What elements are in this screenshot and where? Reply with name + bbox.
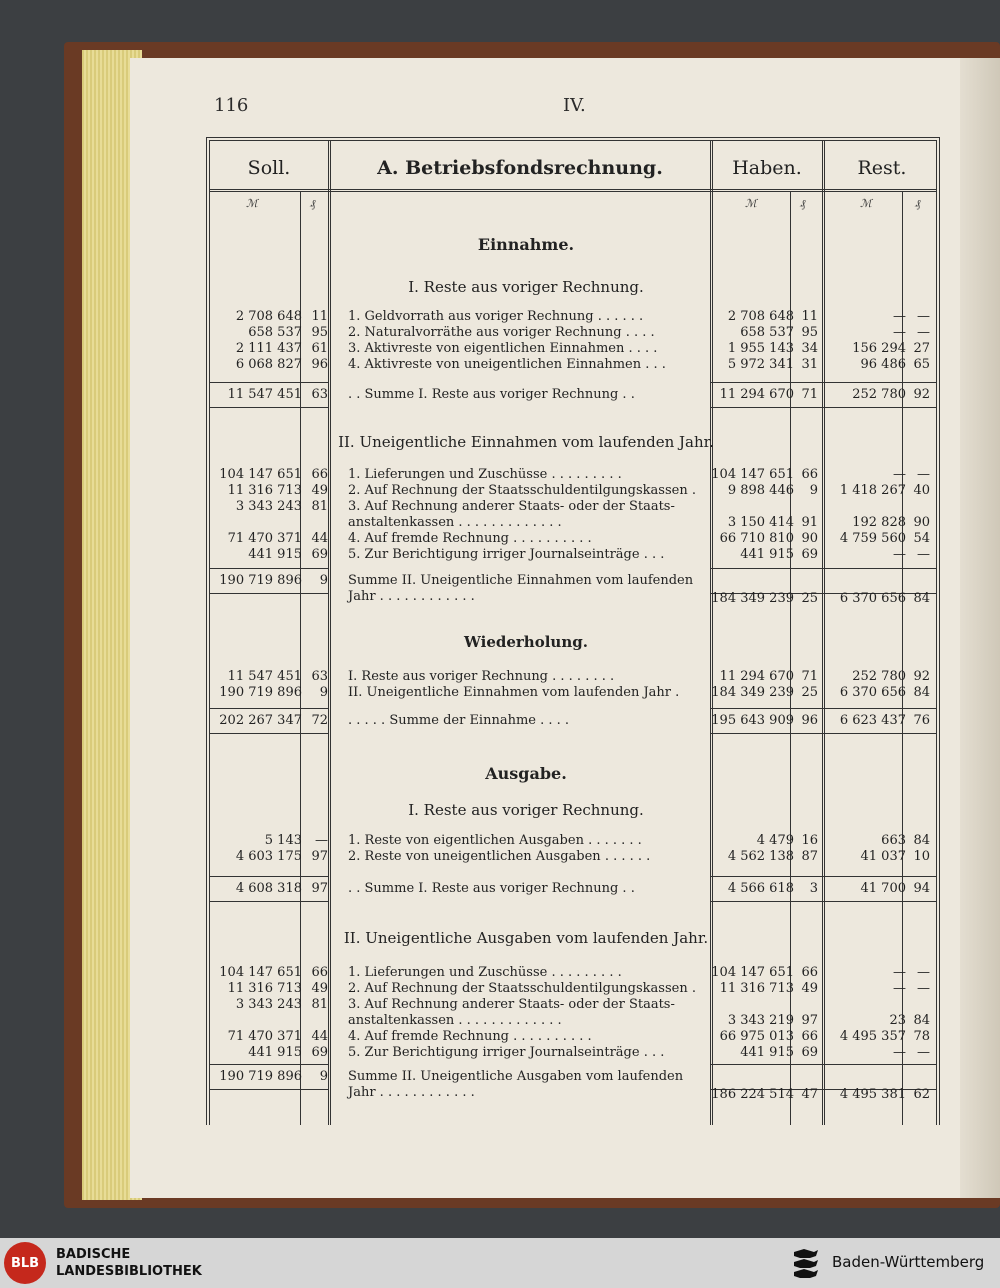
rest-mark-cell: 4 759 560 bbox=[839, 531, 906, 546]
sum-description: . . Summe I. Reste aus voriger Rechnung . . bbox=[348, 881, 635, 896]
sum-description: . . . . . Summe der Einnahme . . . . bbox=[348, 713, 570, 728]
sum-rule bbox=[822, 876, 936, 877]
lions-crest-icon bbox=[790, 1246, 822, 1280]
col-head-haben: Haben. bbox=[732, 157, 802, 179]
haben-mark-cell: 184 349 239 bbox=[711, 685, 794, 700]
sum-rule bbox=[822, 407, 936, 408]
soll-pf-cell: 81 bbox=[311, 499, 328, 514]
sum-rule bbox=[710, 733, 822, 734]
sum-soll-mark: 202 267 347 bbox=[219, 713, 302, 728]
sum-rest-mark: 6 623 437 bbox=[839, 713, 906, 728]
haben-pf-cell: 69 bbox=[801, 547, 818, 562]
soll-mark-cell: 190 719 896 bbox=[219, 685, 302, 700]
soll-pf-cell: 96 bbox=[311, 357, 328, 372]
soll-mark-cell: 441 915 bbox=[248, 1045, 302, 1060]
accounts-table bbox=[206, 137, 940, 1125]
col-head-title: A. Betriebsfondsrechnung. bbox=[377, 157, 663, 179]
soll-pf-cell: 9 bbox=[319, 685, 328, 700]
sum-rule bbox=[210, 593, 328, 594]
soll-pf-cell: 69 bbox=[311, 1045, 328, 1060]
row-description: 1. Geldvorrath aus voriger Rechnung . . . . . . bbox=[348, 309, 644, 324]
sum-rule bbox=[210, 1064, 328, 1065]
haben-mark-cell: 2 708 648 bbox=[727, 309, 794, 324]
row-description: 3. Auf Rechnung anderer Staats- oder der Staats- bbox=[348, 499, 675, 514]
haben-mark-cell: 11 294 670 bbox=[719, 669, 794, 684]
rest-pf-cell: — bbox=[917, 309, 930, 324]
rest-mark-cell: 23 bbox=[889, 1013, 906, 1028]
rest-pf-cell: 84 bbox=[913, 1013, 930, 1028]
haben-mark-cell: 441 915 bbox=[740, 547, 794, 562]
haben-pf-cell: 71 bbox=[801, 669, 818, 684]
haben-pf-cell: 11 bbox=[801, 309, 818, 324]
rest-pf-cell: 84 bbox=[913, 685, 930, 700]
sum-rule bbox=[210, 1089, 328, 1090]
soll-mark-cell: 441 915 bbox=[248, 547, 302, 562]
row-description: 4. Auf fremde Rechnung . . . . . . . . . . bbox=[348, 1029, 592, 1044]
rest-mark-cell: 1 418 267 bbox=[839, 483, 906, 498]
blb-logo[interactable]: BLB bbox=[4, 1242, 46, 1284]
soll-pf-cell: 49 bbox=[311, 981, 328, 996]
soll-mark-cell: 11 316 713 bbox=[227, 981, 302, 996]
rest-mark-cell: 192 828 bbox=[852, 515, 906, 530]
sum-soll-mark: 190 719 896 bbox=[219, 573, 302, 588]
heading-einnahme-sec2: II. Uneigentliche Einnahmen vom laufenden Jahr. bbox=[338, 433, 714, 451]
rest-mark-cell: — bbox=[893, 981, 906, 996]
sum-description-cont: Jahr . . . . . . . . . . . . bbox=[348, 589, 475, 604]
col-head-soll: Soll. bbox=[247, 157, 291, 179]
rest-pf-cell: — bbox=[917, 1045, 930, 1060]
unit-rest-pf: ₰ bbox=[915, 197, 921, 210]
library-name-line2: LANDESBIBLIOTHEK bbox=[56, 1264, 202, 1279]
soll-pf-cell: 97 bbox=[311, 849, 328, 864]
sum-rest-pf: 62 bbox=[913, 1087, 930, 1102]
sum-rest-mark: 4 495 381 bbox=[839, 1087, 906, 1102]
heading-wiederholung: Wiederholung. bbox=[464, 633, 588, 651]
soll-pf-cell: 66 bbox=[311, 965, 328, 980]
rest-pf-cell: 65 bbox=[913, 357, 930, 372]
row-description: 1. Reste von eigentlichen Ausgaben . . . . . . . bbox=[348, 833, 642, 848]
haben-pf-cell: 91 bbox=[801, 515, 818, 530]
soll-mark-cell: 3 343 243 bbox=[235, 499, 302, 514]
rule-soll-desc bbox=[328, 141, 331, 1125]
row-description: 3. Auf Rechnung anderer Staats- oder der Staats- bbox=[348, 997, 675, 1012]
soll-mark-cell: 104 147 651 bbox=[219, 467, 302, 482]
sum-haben-mark: 184 349 239 bbox=[711, 591, 794, 606]
sum-rule bbox=[710, 901, 822, 902]
haben-mark-cell: 4 562 138 bbox=[727, 849, 794, 864]
sum-haben-pf: 3 bbox=[809, 881, 818, 896]
haben-mark-cell: 66 975 013 bbox=[719, 1029, 794, 1044]
row-description: 4. Auf fremde Rechnung . . . . . . . . . . bbox=[348, 531, 592, 546]
haben-pf-cell: 31 bbox=[801, 357, 818, 372]
sum-rule bbox=[210, 568, 328, 569]
haben-pf-cell: 66 bbox=[801, 965, 818, 980]
sum-haben-pf: 47 bbox=[801, 1087, 818, 1102]
sum-description: . . Summe I. Reste aus voriger Rechnung . . bbox=[348, 387, 635, 402]
sum-soll-mark: 190 719 896 bbox=[219, 1069, 302, 1084]
soll-pf-cell: 44 bbox=[311, 1029, 328, 1044]
haben-pf-cell: 16 bbox=[801, 833, 818, 848]
haben-mark-cell: 9 898 446 bbox=[727, 483, 794, 498]
sum-soll-mark: 4 608 318 bbox=[235, 881, 302, 896]
soll-pf-cell: 49 bbox=[311, 483, 328, 498]
sum-soll-pf: 9 bbox=[319, 573, 328, 588]
heading-ausgabe-sec2: II. Uneigentliche Ausgaben vom laufenden Jahr. bbox=[343, 929, 709, 947]
haben-pf-cell: 69 bbox=[801, 1045, 818, 1060]
soll-mark-cell: 71 470 371 bbox=[227, 531, 302, 546]
haben-pf-cell: 25 bbox=[801, 685, 818, 700]
soll-pf-cell: 95 bbox=[311, 325, 328, 340]
rest-pf-cell: — bbox=[917, 467, 930, 482]
sum-haben-pf: 71 bbox=[801, 387, 818, 402]
rest-pf-cell: — bbox=[917, 981, 930, 996]
rest-mark-cell: 156 294 bbox=[852, 341, 906, 356]
soll-pf-cell: 44 bbox=[311, 531, 328, 546]
soll-pf-cell: — bbox=[315, 833, 328, 848]
rest-mark-cell: 6 370 656 bbox=[839, 685, 906, 700]
sum-rule bbox=[710, 568, 822, 569]
haben-pf-cell: 66 bbox=[801, 1029, 818, 1044]
sum-rest-pf: 94 bbox=[913, 881, 930, 896]
sum-soll-pf: 63 bbox=[311, 387, 328, 402]
row-description: 3. Aktivreste von eigentlichen Einnahmen . . . . bbox=[348, 341, 658, 356]
haben-pf-cell: 97 bbox=[801, 1013, 818, 1028]
section-number: IV. bbox=[563, 95, 586, 116]
haben-pf-cell: 9 bbox=[809, 483, 818, 498]
rest-mark-cell: 252 780 bbox=[852, 669, 906, 684]
rest-mark-cell: — bbox=[893, 467, 906, 482]
rest-pf-cell: 10 bbox=[913, 849, 930, 864]
rest-pf-cell: 54 bbox=[913, 531, 930, 546]
soll-mark-cell: 2 708 648 bbox=[235, 309, 302, 324]
sum-rule bbox=[210, 708, 328, 709]
row-description: 2. Naturalvorräthe aus voriger Rechnung . . . . bbox=[348, 325, 655, 340]
soll-pf-cell: 11 bbox=[311, 309, 328, 324]
rest-mark-cell: — bbox=[893, 309, 906, 324]
library-name-line1: BADISCHE bbox=[56, 1247, 131, 1262]
sum-haben-mark: 4 566 618 bbox=[727, 881, 794, 896]
soll-mark-cell: 3 343 243 bbox=[235, 997, 302, 1012]
haben-mark-cell: 11 316 713 bbox=[719, 981, 794, 996]
soll-mark-cell: 2 111 437 bbox=[235, 341, 302, 356]
soll-pf-cell: 61 bbox=[311, 341, 328, 356]
haben-mark-cell: 104 147 651 bbox=[711, 965, 794, 980]
soll-mark-cell: 4 603 175 bbox=[235, 849, 302, 864]
sum-rule bbox=[710, 407, 822, 408]
row-description: 2. Auf Rechnung der Staatsschuldentilgungskassen . bbox=[348, 483, 696, 498]
haben-mark-cell: 658 537 bbox=[740, 325, 794, 340]
row-description: II. Uneigentliche Einnahmen vom laufenden Jahr . bbox=[348, 685, 680, 700]
row-description: anstaltenkassen . . . . . . . . . . . . . bbox=[348, 1013, 562, 1028]
heading-einnahme-sec1: I. Reste aus voriger Rechnung. bbox=[408, 278, 644, 296]
page-gutter bbox=[960, 58, 1000, 1198]
rest-pf-cell: 40 bbox=[913, 483, 930, 498]
soll-pf-cell: 81 bbox=[311, 997, 328, 1012]
rest-mark-cell: — bbox=[893, 325, 906, 340]
sum-rule bbox=[710, 382, 822, 383]
sum-rule bbox=[210, 876, 328, 877]
sum-haben-mark: 195 643 909 bbox=[711, 713, 794, 728]
haben-pf-cell: 95 bbox=[801, 325, 818, 340]
sum-rest-pf: 76 bbox=[913, 713, 930, 728]
row-description: 2. Auf Rechnung der Staatsschuldentilgungskassen . bbox=[348, 981, 696, 996]
sum-description: Summe II. Uneigentliche Einnahmen vom laufenden bbox=[348, 573, 694, 588]
rest-pf-cell: 78 bbox=[913, 1029, 930, 1044]
heading-ausgabe-sec1: I. Reste aus voriger Rechnung. bbox=[408, 801, 644, 819]
footer-bar bbox=[0, 1238, 1000, 1288]
sum-haben-mark: 11 294 670 bbox=[719, 387, 794, 402]
rest-pf-cell: 27 bbox=[913, 341, 930, 356]
sum-rule bbox=[210, 901, 328, 902]
soll-mark-cell: 11 547 451 bbox=[227, 669, 302, 684]
rest-mark-cell: 4 495 357 bbox=[839, 1029, 906, 1044]
rest-pf-cell: 92 bbox=[913, 669, 930, 684]
sum-rest-pf: 92 bbox=[913, 387, 930, 402]
haben-mark-cell: 104 147 651 bbox=[711, 467, 794, 482]
haben-mark-cell: 5 972 341 bbox=[727, 357, 794, 372]
unit-haben-pf: ₰ bbox=[800, 197, 806, 210]
sum-soll-pf: 97 bbox=[311, 881, 328, 896]
sum-rule bbox=[710, 1064, 822, 1065]
rest-pf-cell: — bbox=[917, 547, 930, 562]
row-description: 1. Lieferungen und Zuschüsse . . . . . . . . . bbox=[348, 467, 622, 482]
sum-soll-pf: 72 bbox=[311, 713, 328, 728]
rest-pf-cell: 90 bbox=[913, 515, 930, 530]
state-name[interactable]: Baden-Württemberg bbox=[832, 1253, 985, 1271]
row-description: 5. Zur Berichtigung irriger Journalseinträge . . . bbox=[348, 547, 665, 562]
soll-pf-cell: 66 bbox=[311, 467, 328, 482]
header-rule bbox=[210, 189, 936, 192]
sum-rest-mark: 6 370 656 bbox=[839, 591, 906, 606]
page-number: 116 bbox=[214, 95, 249, 116]
haben-pf-cell: 87 bbox=[801, 849, 818, 864]
heading-ausgabe: Ausgabe. bbox=[485, 764, 567, 783]
library-name[interactable] bbox=[56, 1246, 202, 1280]
soll-mark-cell: 104 147 651 bbox=[219, 965, 302, 980]
rest-pf-cell: — bbox=[917, 965, 930, 980]
sum-rule bbox=[822, 901, 936, 902]
row-description: 4. Aktivreste von uneigentlichen Einnahmen . . . bbox=[348, 357, 666, 372]
haben-mark-cell: 66 710 810 bbox=[719, 531, 794, 546]
row-description: 1. Lieferungen und Zuschüsse . . . . . . . . . bbox=[348, 965, 622, 980]
sum-haben-mark: 186 224 514 bbox=[711, 1087, 794, 1102]
rest-mark-cell: — bbox=[893, 547, 906, 562]
sum-rule bbox=[822, 708, 936, 709]
sum-haben-pf: 96 bbox=[801, 713, 818, 728]
soll-mark-cell: 6 068 827 bbox=[235, 357, 302, 372]
haben-mark-cell: 3 343 219 bbox=[727, 1013, 794, 1028]
unit-soll-mark: ℳ bbox=[246, 197, 258, 210]
haben-mark-cell: 1 955 143 bbox=[727, 341, 794, 356]
sum-rule bbox=[210, 733, 328, 734]
sum-description: Summe II. Uneigentliche Ausgaben vom laufenden bbox=[348, 1069, 684, 1084]
sum-rest-mark: 252 780 bbox=[852, 387, 906, 402]
haben-mark-cell: 441 915 bbox=[740, 1045, 794, 1060]
sum-rest-pf: 84 bbox=[913, 591, 930, 606]
sum-rule bbox=[822, 568, 936, 569]
sum-rule bbox=[210, 407, 328, 408]
soll-mark-cell: 5 143 bbox=[264, 833, 302, 848]
sum-rule bbox=[710, 708, 822, 709]
sum-rest-mark: 41 700 bbox=[860, 881, 906, 896]
sum-rule bbox=[822, 382, 936, 383]
soll-mark-cell: 11 316 713 bbox=[227, 483, 302, 498]
haben-pf-cell: 49 bbox=[801, 981, 818, 996]
row-description: anstaltenkassen . . . . . . . . . . . . . bbox=[348, 515, 562, 530]
soll-mark-cell: 658 537 bbox=[248, 325, 302, 340]
sum-rule bbox=[710, 876, 822, 877]
rest-mark-cell: 41 037 bbox=[860, 849, 906, 864]
col-head-rest: Rest. bbox=[857, 157, 907, 179]
haben-pf-cell: 34 bbox=[801, 341, 818, 356]
rest-mark-cell: — bbox=[893, 1045, 906, 1060]
row-description: 2. Reste von uneigentlichen Ausgaben . . . . . . bbox=[348, 849, 651, 864]
sum-rule bbox=[210, 382, 328, 383]
rest-pf-cell: — bbox=[917, 325, 930, 340]
haben-pf-cell: 90 bbox=[801, 531, 818, 546]
sum-soll-mark: 11 547 451 bbox=[227, 387, 302, 402]
row-description: I. Reste aus voriger Rechnung . . . . . . . . bbox=[348, 669, 615, 684]
rest-pf-cell: 84 bbox=[913, 833, 930, 848]
sum-haben-pf: 25 bbox=[801, 591, 818, 606]
unit-soll-pf: ₰ bbox=[310, 197, 316, 210]
rest-mark-cell: 96 486 bbox=[860, 357, 906, 372]
soll-mark-cell: 71 470 371 bbox=[227, 1029, 302, 1044]
haben-mark-cell: 4 479 bbox=[756, 833, 794, 848]
row-description: 5. Zur Berichtigung irriger Journalseinträge . . . bbox=[348, 1045, 665, 1060]
heading-einnahme: Einnahme. bbox=[477, 235, 575, 254]
haben-pf-cell: 66 bbox=[801, 467, 818, 482]
rest-mark-cell: — bbox=[893, 965, 906, 980]
soll-pf-cell: 69 bbox=[311, 547, 328, 562]
sum-rule bbox=[822, 1064, 936, 1065]
sum-soll-pf: 9 bbox=[319, 1069, 328, 1084]
haben-mark-cell: 3 150 414 bbox=[727, 515, 794, 530]
sum-rule bbox=[822, 733, 936, 734]
soll-pf-cell: 63 bbox=[311, 669, 328, 684]
rest-mark-cell: 663 bbox=[881, 833, 906, 848]
unit-rest-mark: ℳ bbox=[860, 197, 872, 210]
sum-description-cont: Jahr . . . . . . . . . . . . bbox=[348, 1085, 475, 1100]
unit-haben-mark: ℳ bbox=[745, 197, 757, 210]
